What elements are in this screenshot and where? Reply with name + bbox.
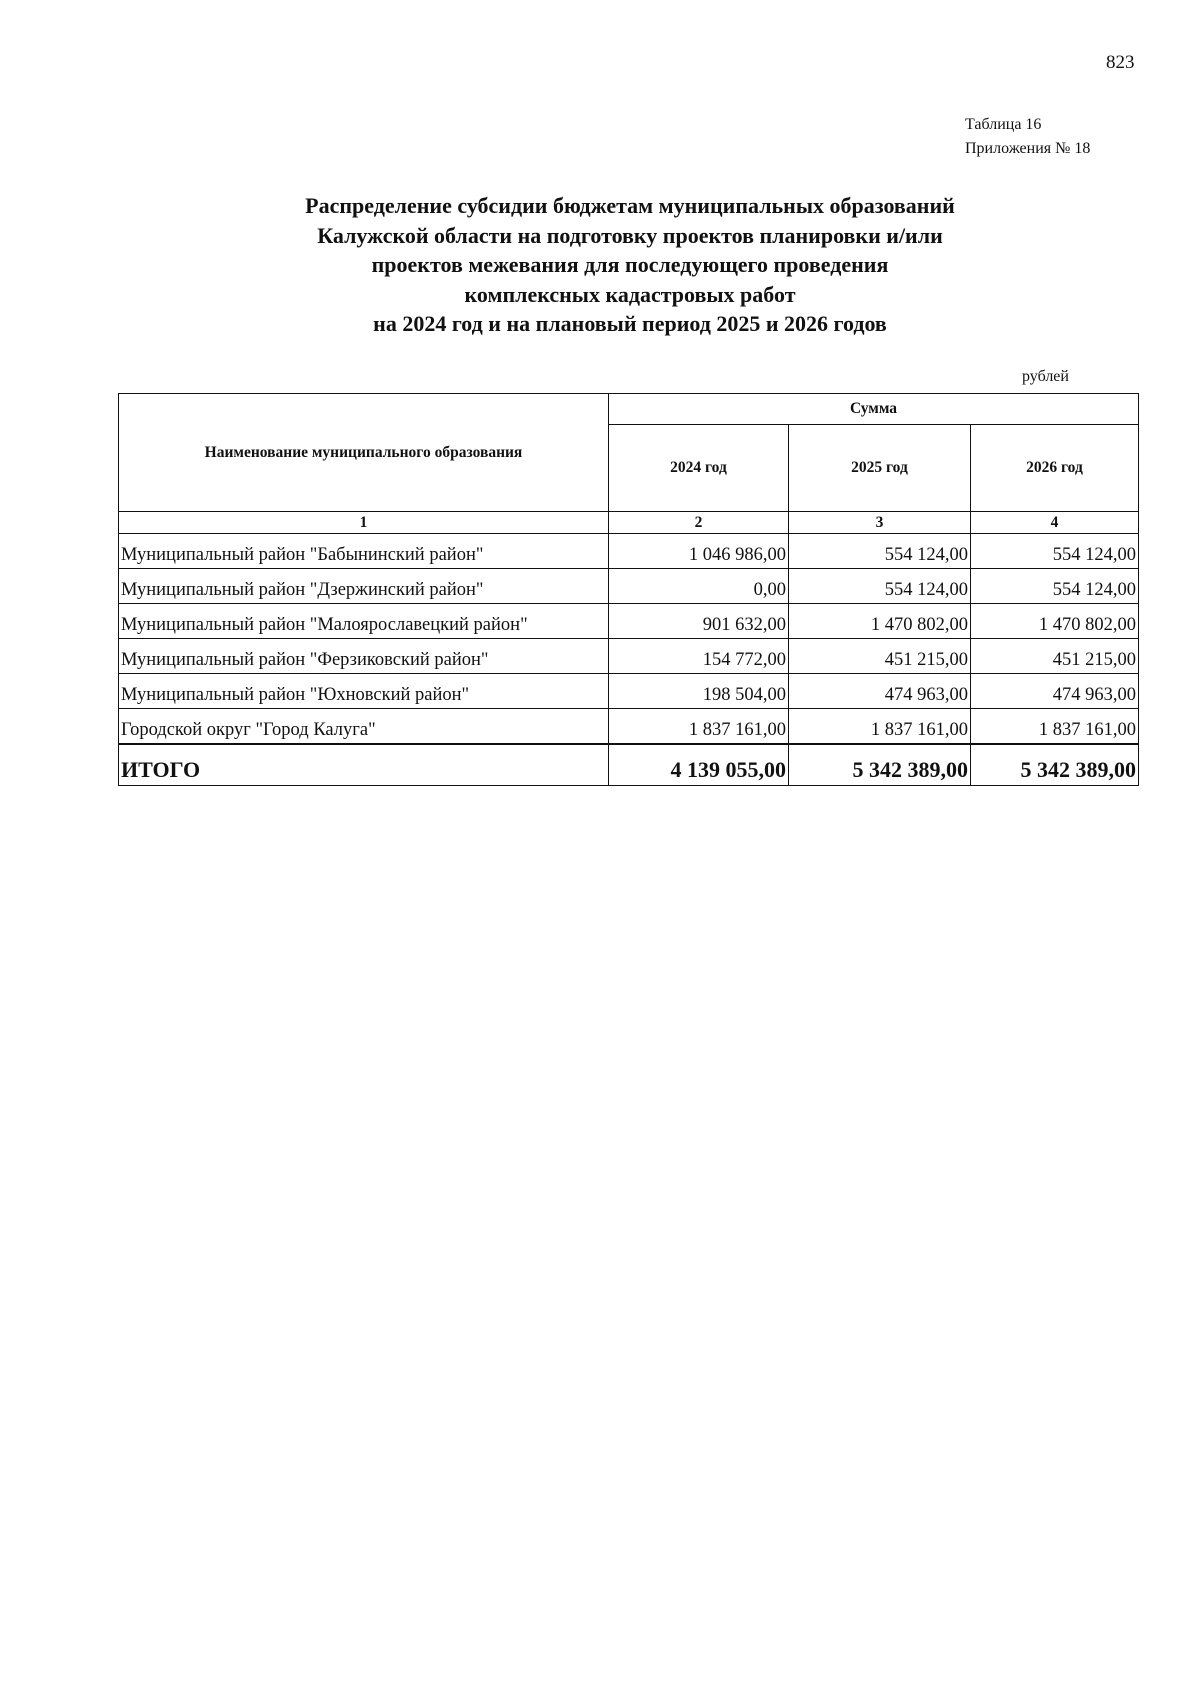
amount-2026: 554 124,00: [971, 534, 1139, 569]
table-row: [119, 709, 1139, 745]
table-row: [119, 534, 1139, 569]
amount-2026: 451 215,00: [971, 639, 1139, 674]
amount-2025: 1 837 161,00: [789, 709, 971, 745]
subsidy-table: [118, 393, 1139, 786]
amount-2025: 554 124,00: [789, 569, 971, 604]
total-label: ИТОГО: [119, 744, 609, 786]
header-year-2025: 2025 год: [789, 425, 971, 512]
table-row: [119, 569, 1139, 604]
amount-2026: 554 124,00: [971, 569, 1139, 604]
document-title: [160, 191, 1100, 339]
amount-2024: 198 504,00: [609, 674, 789, 709]
title-line-3: проектов межевания для последующего проведения: [371, 252, 889, 277]
table-reference-number: Таблица 16: [965, 116, 1042, 133]
amount-2025: 554 124,00: [789, 534, 971, 569]
header-sum: Сумма: [609, 394, 1139, 425]
amount-2024: 1 046 986,00: [609, 534, 789, 569]
amount-2024: 154 772,00: [609, 639, 789, 674]
total-2024: 4 139 055,00: [609, 744, 789, 786]
title-line-5: на 2024 год и на плановый период 2025 и 2026 годов: [373, 311, 887, 336]
municipality-name: Городской округ "Город Калуга": [119, 709, 609, 745]
municipality-name: Муниципальный район "Малоярославецкий район": [119, 604, 609, 639]
table-row: [119, 604, 1139, 639]
municipality-name: Муниципальный район "Дзержинский район": [119, 569, 609, 604]
column-number-row: [119, 512, 1139, 534]
amount-2025: 1 470 802,00: [789, 604, 971, 639]
column-number-4: 4: [971, 512, 1139, 534]
table-reference: [965, 113, 1090, 161]
title-line-4: комплексных кадастровых работ: [464, 281, 796, 307]
municipality-name: Муниципальный район "Ферзиковский район": [119, 639, 609, 674]
amount-2026: 474 963,00: [971, 674, 1139, 709]
amount-2024: 1 837 161,00: [609, 709, 789, 745]
column-number-1: 1: [119, 512, 609, 534]
column-number-3: 3: [789, 512, 971, 534]
amount-2025: 451 215,00: [789, 639, 971, 674]
header-row-sum: [119, 394, 1139, 425]
header-year-2024: 2024 год: [609, 425, 789, 512]
header-name: Наименование муниципального образования: [119, 394, 609, 512]
column-number-2: 2: [609, 512, 789, 534]
title-line-1: Распределение субсидии бюджетам муниципальных образований: [305, 193, 955, 218]
table-row: [119, 674, 1139, 709]
page-number: 823: [1106, 52, 1135, 73]
appendix-reference: Приложения № 18: [965, 140, 1091, 157]
total-2025: 5 342 389,00: [789, 744, 971, 786]
units-label: рублей: [1022, 368, 1069, 385]
amount-2024: 901 632,00: [609, 604, 789, 639]
header-year-2026: 2026 год: [971, 425, 1139, 512]
amount-2026: 1 837 161,00: [971, 709, 1139, 745]
total-2026: 5 342 389,00: [971, 744, 1139, 786]
title-line-2: Калужской области на подготовку проектов планировки и/или: [317, 222, 943, 248]
table-row: [119, 639, 1139, 674]
total-row: [119, 744, 1139, 786]
amount-2026: 1 470 802,00: [971, 604, 1139, 639]
amount-2025: 474 963,00: [789, 674, 971, 709]
amount-2024: 0,00: [609, 569, 789, 604]
municipality-name: Муниципальный район "Бабынинский район": [119, 534, 609, 569]
municipality-name: Муниципальный район "Юхновский район": [119, 674, 609, 709]
